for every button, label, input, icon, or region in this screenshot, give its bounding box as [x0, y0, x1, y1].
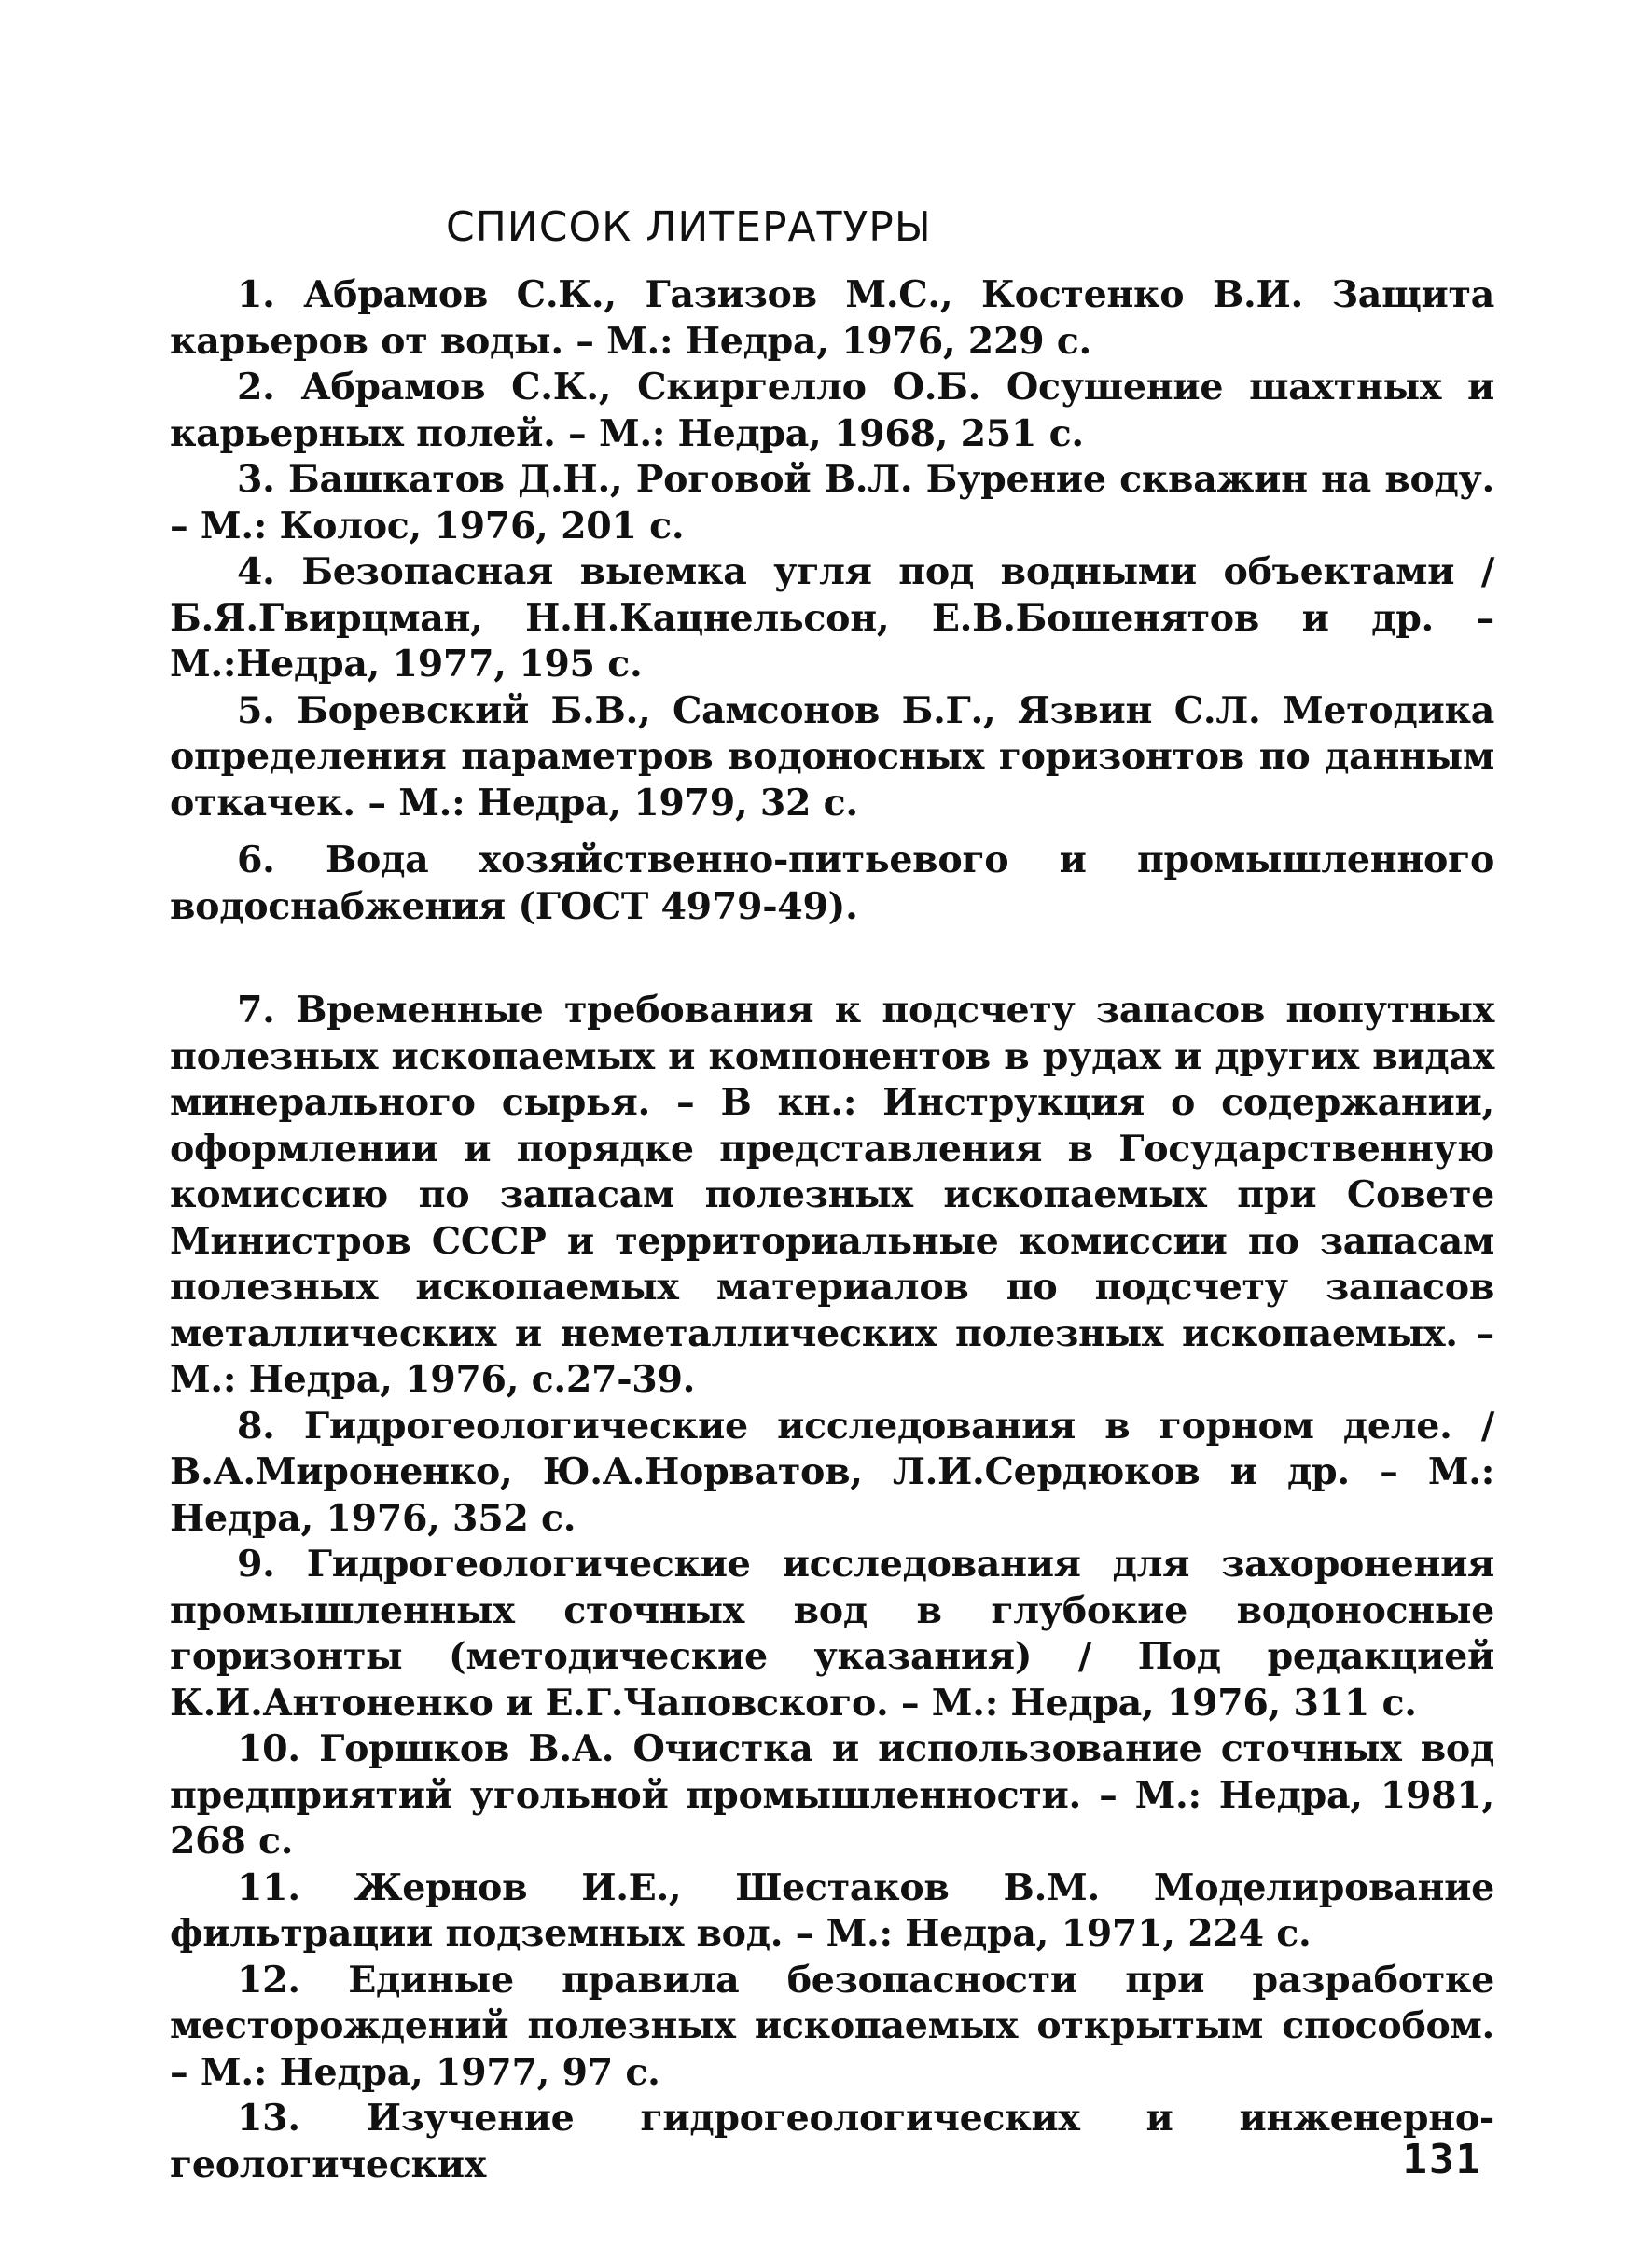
reference-item-6: 6. Вода хозяйственно-питьевого и промышленного водоснабжения (ГОСТ 4979-49). — [170, 838, 1494, 928]
reference-item-4: 4. Безопасная выемка угля под водными объектами / Б.Я.Гвирцман, Н.Н.Кацнельсон, Е.В.Бошенятов и др. – М.:Недра, 1977, 195 с. — [170, 550, 1494, 686]
reference-item-11: 11. Жернов И.Е., Шестаков В.М. Моделирование фильтрации подземных вод. – М.: Недра, 1971, 224 с. — [170, 1865, 1494, 1955]
page-title: СПИСОК ЛИТЕРАТУРЫ — [446, 203, 932, 251]
reference-item-8: 8. Гидрогеологические исследования в горном деле. / В.А.Мироненко, Ю.А.Норватов, Л.И.Сердюков и др. – М.: Недра, 1976, 352 с. — [170, 1404, 1494, 1540]
reference-item-3: 3. Башкатов Д.Н., Роговой В.Л. Бурение скважин на воду. – М.: Колос, 1976, 201 с. — [170, 458, 1494, 547]
reference-item-9: 9. Гидрогеологические исследования для захоронения промышленных сточных вод в глубокие водоносные горизонты (методические указания) / Под редакцией К.И.Антоненко и Е.Г.Чаповского. – М.: Недра, 1976, 311 с. — [170, 1543, 1494, 1725]
reference-item-5: 5. Боревский Б.В., Самсонов Б.Г., Язвин С.Л. Методика определения параметров водоносных горизонтов по данным откачек. – М.: Недра, 1979, 32 с. — [170, 688, 1494, 825]
reference-item-12: 12. Единые правила безопасности при разработке месторождений полезных ископаемых открытым способом. – М.: Недра, 1977, 97 с. — [170, 1958, 1494, 2094]
page-number: 131 — [1402, 2136, 1482, 2183]
reference-list — [170, 272, 1494, 2188]
reference-item-7: 7. Временные требования к подсчету запасов попутных полезных ископаемых и компонентов в рудах и других видах минерального сырья. – В кн.: Инструкция о содержании, оформлении и порядке представления в Государственную комиссию по запасам полезных ископаемых при Совете Министров СССР и территориальные комиссии по запасам полезных ископаемых материалов по подсчету запасов металлических и неметаллических полезных ископаемых. – М.: Недра, 1976, с.27-39. — [170, 989, 1494, 1401]
reference-item-10: 10. Горшков В.А. Очистка и использование сточных вод предприятий угольной промышленности. – М.: Недра, 1981, 268 с. — [170, 1727, 1494, 1863]
reference-item-2: 2. Абрамов С.К., Скиргелло О.Б. Осушение шахтных и карьерных полей. – М.: Недра, 1968, 251 с. — [170, 366, 1494, 455]
reference-item-13: 13. Изучение гидрогеологических и инженерно-геологических — [170, 2097, 1494, 2186]
reference-item-1: 1. Абрамов С.К., Газизов М.С., Костенко В.И. Защита карьеров от воды. – М.: Недра, 1976, 229 с. — [170, 273, 1494, 363]
